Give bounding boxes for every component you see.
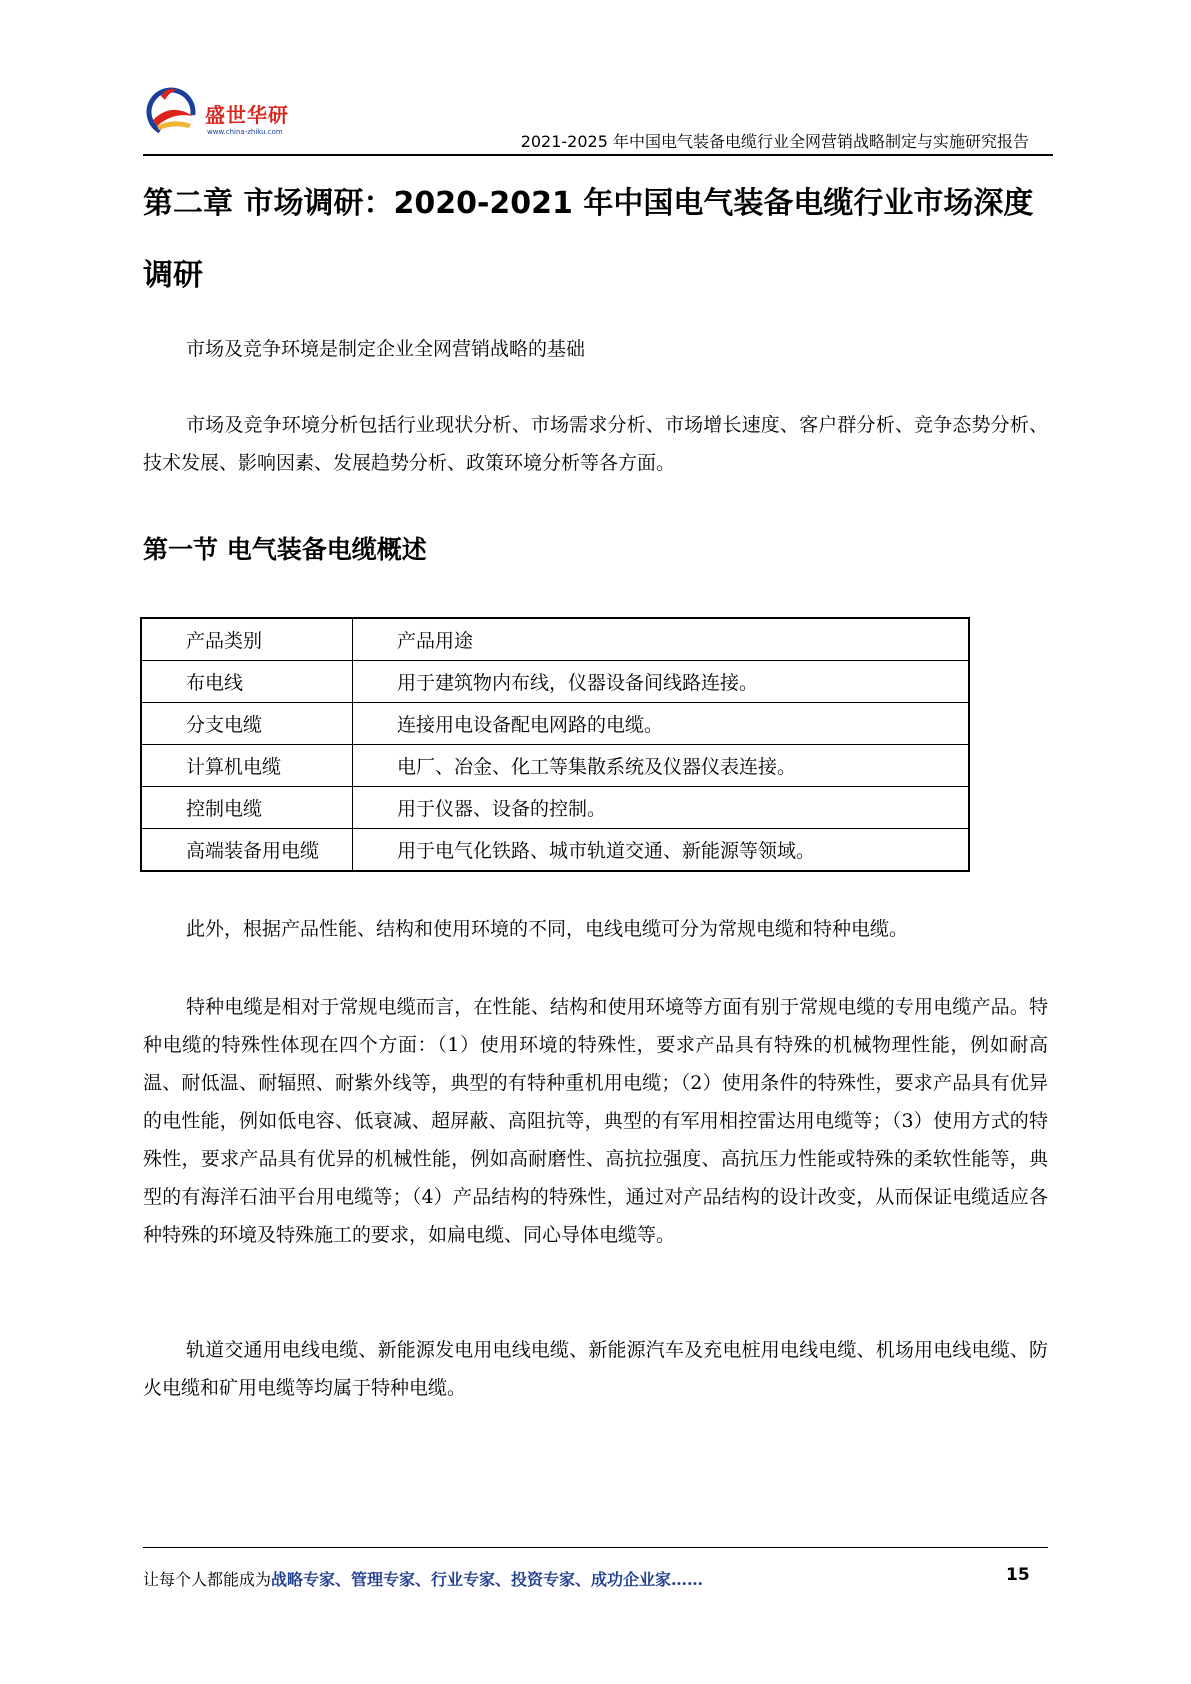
table-row — [141, 745, 969, 787]
table-cell: 高端装备用电缆 — [141, 829, 353, 872]
section-title: 第一节 电气装备电缆概述 — [143, 535, 427, 564]
table-header-cell: 产品类别 — [141, 618, 353, 661]
footer-slogan-prefix: 让每个人都能成为 — [143, 1570, 272, 1589]
table-header-cell: 产品用途 — [353, 618, 970, 661]
table-row — [141, 829, 969, 872]
body-paragraph-1: 此外，根据产品性能、结构和使用环境的不同，电线电缆可分为常规电缆和特种电缆。 — [186, 918, 909, 940]
footer-divider — [143, 1547, 1048, 1548]
table-cell: 电厂、冶金、化工等集散系统及仪器仪表连接。 — [353, 745, 970, 787]
table-cell: 用于电气化铁路、城市轨道交通、新能源等领域。 — [353, 829, 970, 872]
table-header-row — [141, 618, 969, 661]
header-divider — [143, 154, 1053, 156]
page-number: 15 — [1006, 1565, 1030, 1585]
footer-slogan-highlight: 战略专家、管理专家、行业专家、投资专家、成功企业家…… — [271, 1570, 704, 1589]
footer-slogan — [143, 1567, 703, 1590]
table-cell: 分支电缆 — [141, 703, 353, 745]
table-cell: 连接用电设备配电网路的电缆。 — [353, 703, 970, 745]
table-row — [141, 703, 969, 745]
company-logo — [143, 82, 323, 150]
report-title: 2021-2025 年中国电气装备电缆行业全网营销战略制定与实施研究报告 — [520, 132, 1029, 151]
logo-url: www.china-zhiku.com — [207, 128, 283, 136]
body-paragraph-2: 特种电缆是相对于常规电缆而言，在性能、结构和使用环境等方面有别于常规电缆的专用电缆产品。特种电缆的特殊性体现在四个方面：（1）使用环境的特殊性，要求产品具有特殊的机械物理性能，例如耐高温、耐低温、耐辐照、耐紫外线等，典型的有特种重机用电缆；（2）使用条件的特殊性，要求产品具有优异的电性能，例如低电容、低衰减、超屏蔽、高阻抗等，典型的有军用相控雷达用电缆等；（3）使用方式的特殊性，要求产品具有优异的机械性能，例如高耐磨性、高抗拉强度、高抗压力性能或特殊的柔软性能等，典型的有海洋石油平台用电缆等；（4）产品结构的特殊性，通过对产品结构的设计改变，从而保证电缆适应各种特殊的环境及特殊施工的要求，如扁电缆、同心导体电缆等。 — [143, 996, 1048, 1246]
table-row — [141, 787, 969, 829]
logo-emblem-icon — [143, 82, 203, 142]
table-cell: 用于仪器、设备的控制。 — [353, 787, 970, 829]
chapter-title: 第二章 市场调研：2020-2021 年中国电气装备电缆行业市场深度调研 — [143, 186, 1034, 293]
intro-paragraph-2: 市场及竞争环境分析包括行业现状分析、市场需求分析、市场增长速度、客户群分析、竞争态势分析、技术发展、影响因素、发展趋势分析、政策环境分析等各方面。 — [143, 414, 1048, 474]
table-cell: 布电线 — [141, 661, 353, 703]
body-paragraph-3: 轨道交通用电线电缆、新能源发电用电线电缆、新能源汽车及充电桩用电线电缆、机场用电线电缆、防火电缆和矿用电缆等均属于特种电缆。 — [143, 1339, 1048, 1399]
table-cell: 用于建筑物内布线，仪器设备间线路连接。 — [353, 661, 970, 703]
product-table — [140, 617, 970, 872]
table-cell: 计算机电缆 — [141, 745, 353, 787]
table-cell: 控制电缆 — [141, 787, 353, 829]
intro-paragraph-1: 市场及竞争环境是制定企业全网营销战略的基础 — [186, 338, 586, 360]
page-header — [143, 82, 1053, 157]
logo-text: 盛世华研 — [205, 103, 289, 127]
table-row — [141, 661, 969, 703]
